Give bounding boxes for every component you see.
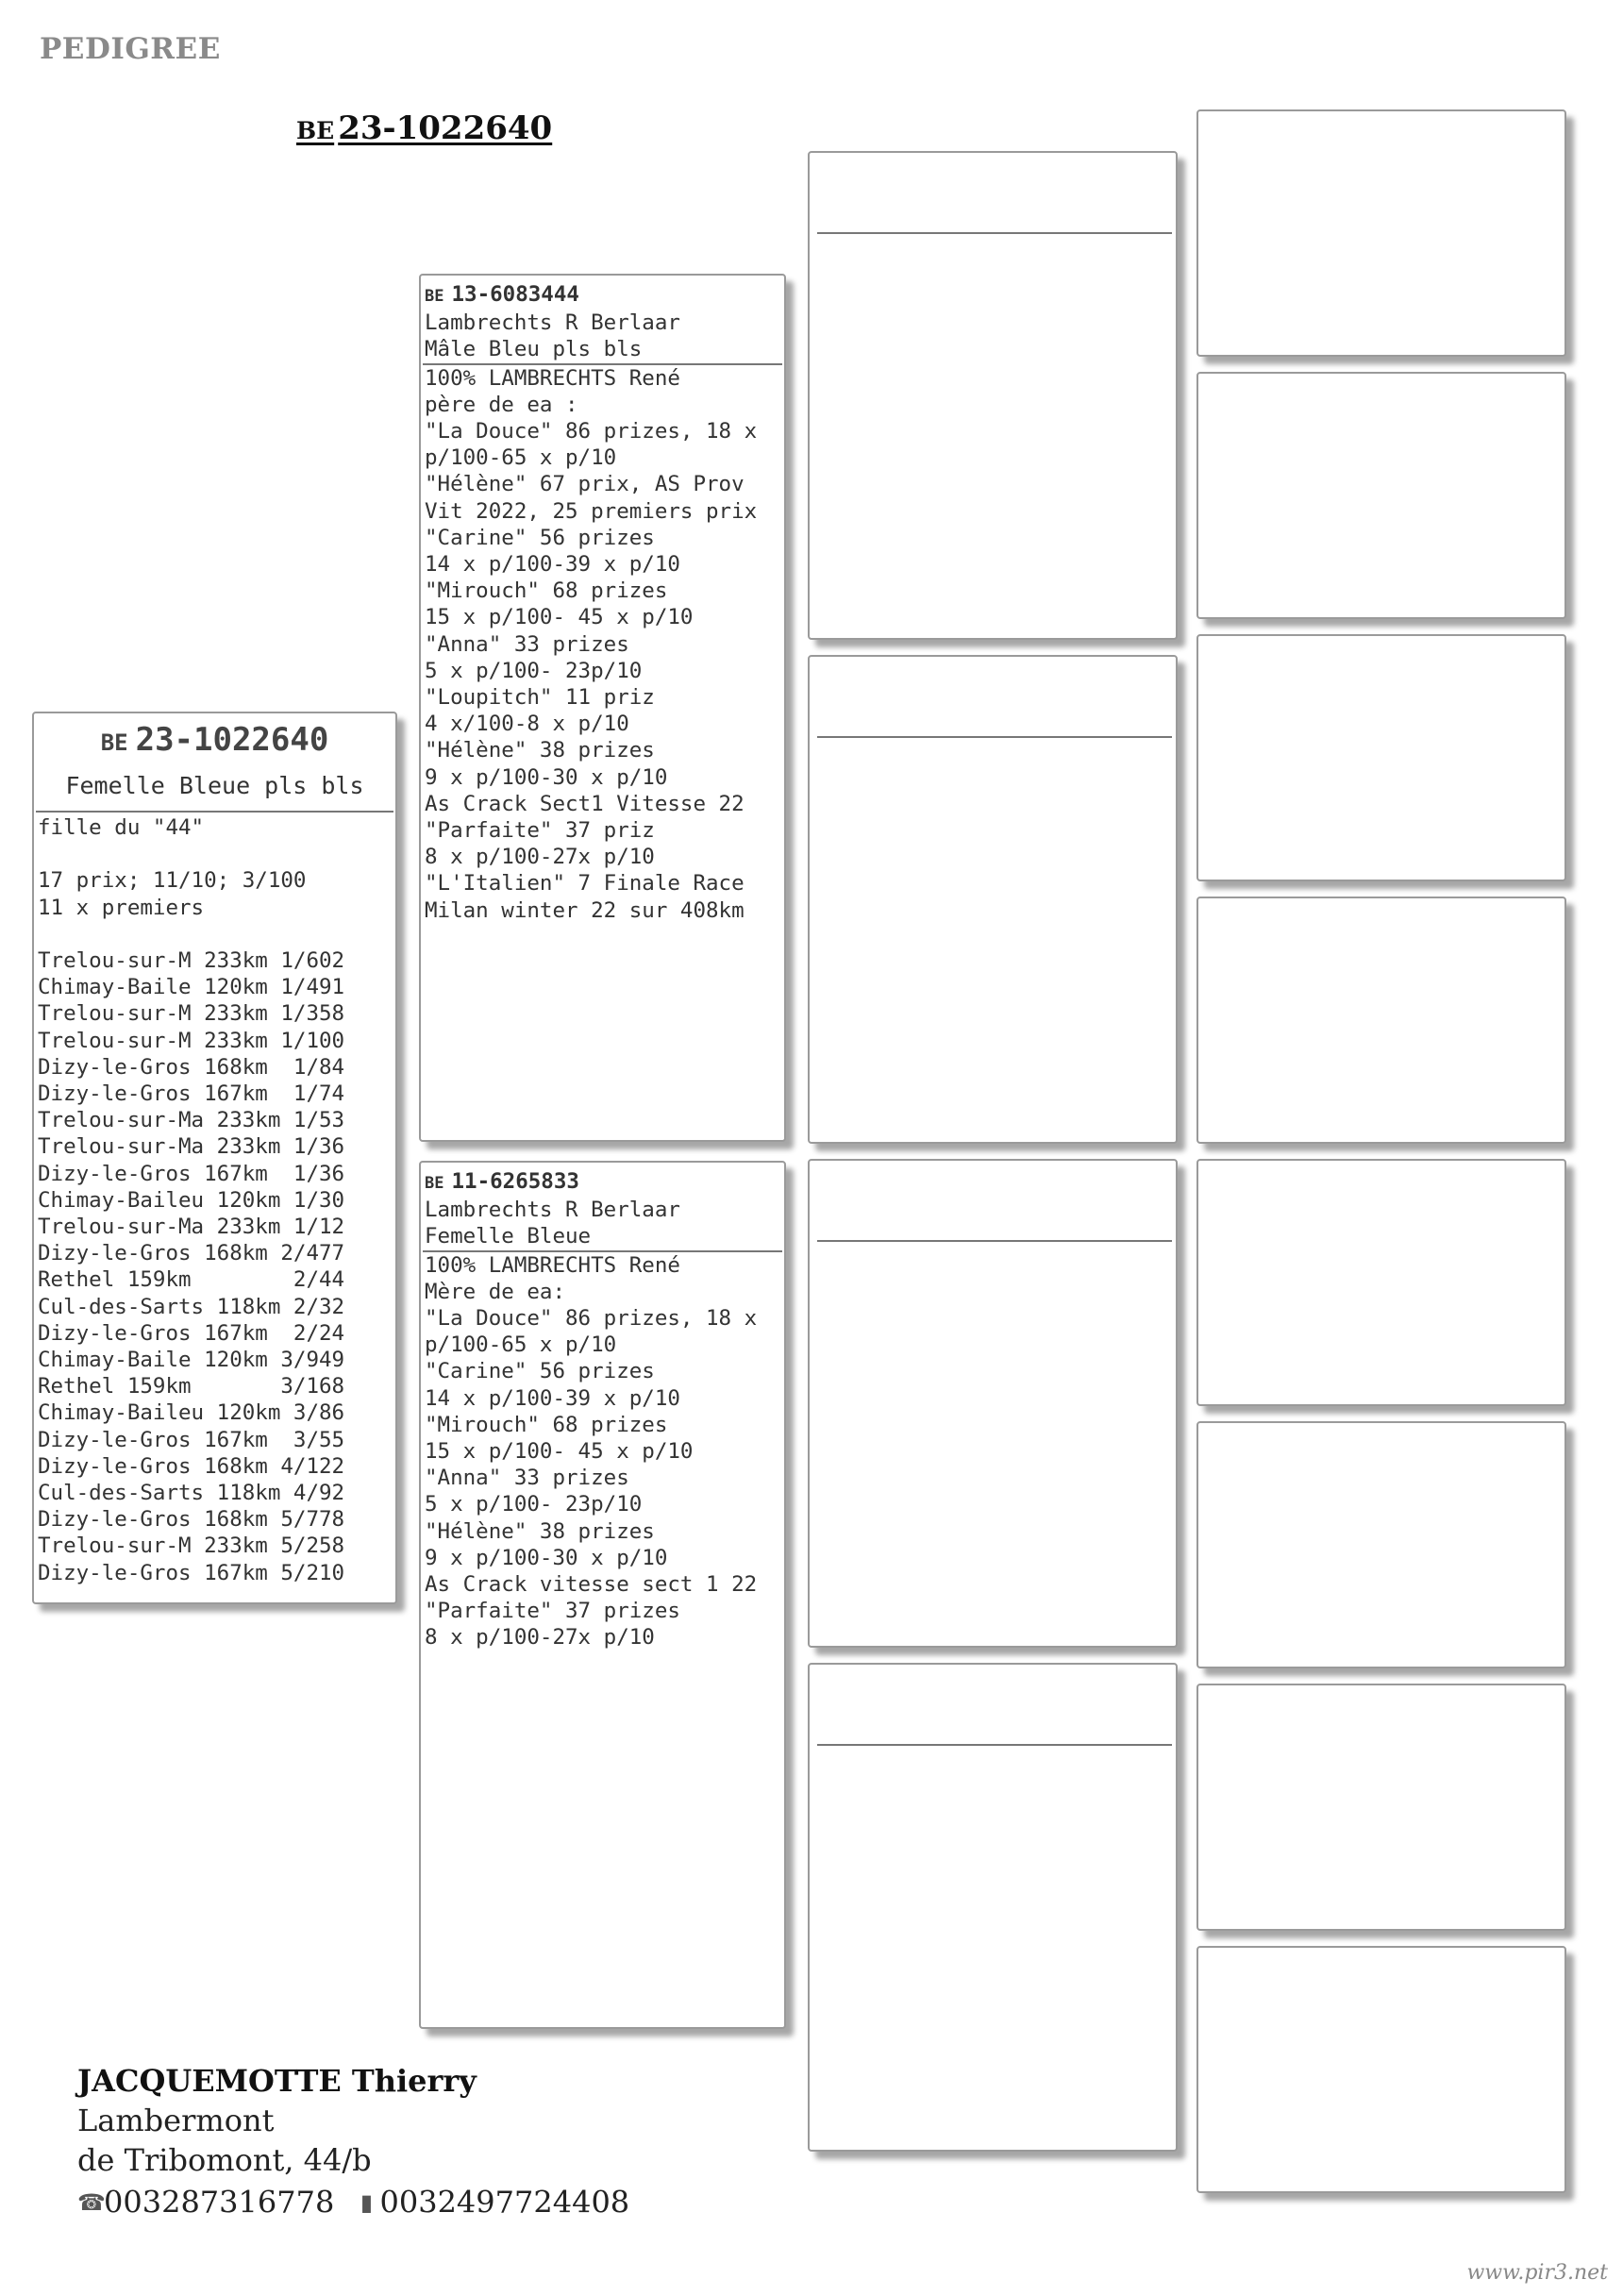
subject-line: Chimay-Baile 120km 1/491 xyxy=(38,975,345,1000)
sire-notes xyxy=(421,365,784,924)
dam-ring-number: 11-6265833 xyxy=(451,1169,579,1194)
sire-line: 5 x p/100- 23p/10 xyxy=(425,658,643,683)
sire-breeder: Lambrechts R Berlaar xyxy=(425,310,680,336)
subject-line xyxy=(38,841,395,867)
sire-line: 15 x p/100- 45 x p/10 xyxy=(425,605,694,630)
grandparent-card-2 xyxy=(808,655,1178,1144)
sire-sex-color: Mâle Bleu pls bls xyxy=(425,337,643,362)
page-heading: PEDIGREE xyxy=(40,32,221,66)
dam-line: p/100-65 x p/10 xyxy=(425,1332,617,1358)
dam-breeder: Lambrechts R Berlaar xyxy=(425,1198,680,1223)
sire-line: p/100-65 x p/10 xyxy=(425,445,617,471)
owner-phones xyxy=(77,2180,629,2222)
subject-line: Trelou-sur-Ma 233km 1/53 xyxy=(38,1108,345,1133)
sire-line: 14 x p/100-39 x p/10 xyxy=(425,552,680,578)
dam-sex-color: Femelle Bleue xyxy=(425,1224,592,1249)
dam-line: 5 x p/100- 23p/10 xyxy=(425,1492,643,1517)
great-grandparent-card-1 xyxy=(1196,109,1566,357)
dam-line: "Anna" 33 prizes xyxy=(425,1466,629,1491)
great-grandparent-card-3 xyxy=(1196,634,1566,881)
subject-line: Dizy-le-Gros 168km 1/84 xyxy=(38,1054,345,1080)
owner-mobile[interactable]: 0032497724408 xyxy=(379,2184,630,2221)
owner-block xyxy=(77,2061,629,2222)
telephone-icon: ☎ xyxy=(77,2188,106,2216)
sire-line: 4 x/100-8 x p/10 xyxy=(425,712,629,737)
subject-line: Rethel 159km 3/168 xyxy=(38,1374,345,1399)
dam-line: Mère de ea: xyxy=(425,1279,566,1304)
sire-line: "Loupitch" 11 priz xyxy=(425,685,655,711)
sire-ring-number: 13-6083444 xyxy=(451,282,579,307)
dam-line: 15 x p/100- 45 x p/10 xyxy=(425,1439,694,1465)
subject-line: 11 x premiers xyxy=(38,895,205,920)
sire-line: "Carine" 56 prizes xyxy=(425,525,655,550)
dam-notes xyxy=(421,1252,784,1651)
subject-line: Trelou-sur-Ma 233km 1/36 xyxy=(38,1134,345,1160)
dam-line: "La Douce" 86 prizes, 18 x xyxy=(425,1306,758,1332)
dam-line: 9 x p/100-30 x p/10 xyxy=(425,1545,668,1570)
subject-notes xyxy=(34,814,395,1586)
great-grandparent-card-8 xyxy=(1196,1946,1566,2193)
subject-line: Dizy-le-Gros 167km 2/24 xyxy=(38,1320,345,1346)
top-ring-country: BE xyxy=(296,117,335,144)
sire-card xyxy=(419,274,786,1142)
subject-line: Trelou-sur-M 233km 1/358 xyxy=(38,1001,345,1027)
owner-city: Lambermont xyxy=(77,2103,275,2138)
sire-line: "La Douce" 86 prizes, 18 x xyxy=(425,419,758,444)
grandparent-divider xyxy=(817,1240,1172,1242)
dam-line: "Carine" 56 prizes xyxy=(425,1359,655,1384)
dam-line: "Hélène" 38 prizes xyxy=(425,1518,655,1544)
subject-line: Trelou-sur-M 233km 1/100 xyxy=(38,1028,345,1053)
subject-line: Dizy-le-Gros 168km 4/122 xyxy=(38,1453,345,1479)
subject-ring xyxy=(34,721,395,759)
subject-country: BE xyxy=(100,729,128,756)
subject-divider xyxy=(36,811,393,813)
subject-line: Dizy-le-Gros 168km 2/477 xyxy=(38,1241,345,1266)
dam-card xyxy=(419,1161,786,2029)
grandparent-card-4 xyxy=(808,1663,1178,2152)
grandparent-divider xyxy=(817,1744,1172,1746)
dam-line: 14 x p/100-39 x p/10 xyxy=(425,1385,680,1411)
sire-line: Vit 2022, 25 premiers prix xyxy=(425,498,758,524)
sire-line: As Crack Sect1 Vitesse 22 xyxy=(425,791,745,816)
grandparent-divider xyxy=(817,736,1172,738)
sire-line: "Parfaite" 37 priz xyxy=(425,818,655,844)
sire-line: "Mirouch" 68 prizes xyxy=(425,578,668,604)
great-grandparent-card-2 xyxy=(1196,372,1566,619)
subject-card xyxy=(32,712,397,1604)
dam-line: "Parfaite" 37 prizes xyxy=(425,1599,680,1624)
dam-line: 100% LAMBRECHTS René xyxy=(425,1252,680,1278)
sire-line: "Hélène" 38 prizes xyxy=(425,738,655,763)
subject-line: Rethel 159km 2/44 xyxy=(38,1267,345,1293)
sire-line: 9 x p/100-30 x p/10 xyxy=(425,764,668,790)
top-ring-number xyxy=(296,109,552,147)
mobile-phone-icon: ▮ xyxy=(360,2188,374,2216)
subject-line: Cul-des-Sarts 118km 4/92 xyxy=(38,1481,345,1506)
subject-line: Dizy-le-Gros 167km 1/36 xyxy=(38,1161,345,1186)
sire-country: BE xyxy=(425,287,444,306)
subject-line: Dizy-le-Gros 167km 1/74 xyxy=(38,1081,345,1107)
dam-ring xyxy=(425,1168,784,1197)
sire-line: "Anna" 33 prizes xyxy=(425,631,629,657)
subject-line: 17 prix; 11/10; 3/100 xyxy=(38,868,307,894)
subject-line: Trelou-sur-M 233km 5/258 xyxy=(38,1533,345,1559)
subject-line: Dizy-le-Gros 167km 5/210 xyxy=(38,1560,345,1585)
great-grandparent-card-5 xyxy=(1196,1159,1566,1406)
site-watermark[interactable]: www.pir3.net xyxy=(1466,2261,1608,2285)
dam-line: "Mirouch" 68 prizes xyxy=(425,1412,668,1437)
subject-line: Trelou-sur-Ma 233km 1/12 xyxy=(38,1215,345,1240)
dam-line: 8 x p/100-27x p/10 xyxy=(425,1625,655,1651)
subject-line: Trelou-sur-M 233km 1/602 xyxy=(38,948,345,974)
sire-line: père de ea : xyxy=(425,392,578,417)
grandparent-card-3 xyxy=(808,1159,1178,1648)
top-ring-value: 23-1022640 xyxy=(338,109,553,147)
subject-line: Dizy-le-Gros 167km 3/55 xyxy=(38,1427,345,1452)
sire-line: 8 x p/100-27x p/10 xyxy=(425,845,655,870)
subject-line: Dizy-le-Gros 168km 5/778 xyxy=(38,1507,345,1533)
great-grandparent-card-6 xyxy=(1196,1421,1566,1668)
subject-line xyxy=(38,921,395,947)
sire-line: "Hélène" 67 prix, AS Prov xyxy=(425,472,745,497)
sire-line: Milan winter 22 sur 408km xyxy=(425,897,745,923)
great-grandparent-card-7 xyxy=(1196,1684,1566,1931)
owner-street: de Tribomont, 44/b xyxy=(77,2142,372,2178)
subject-line: Chimay-Baileu 120km 1/30 xyxy=(38,1187,345,1213)
great-grandparent-card-4 xyxy=(1196,897,1566,1144)
owner-phone[interactable]: 003287316778 xyxy=(104,2184,335,2221)
grandparent-card-1 xyxy=(808,151,1178,640)
subject-line: Chimay-Baileu 120km 3/86 xyxy=(38,1400,345,1426)
grandparent-divider xyxy=(817,232,1172,234)
subject-ring-number: 23-1022640 xyxy=(135,721,329,759)
sire-line: "L'Italien" 7 Finale Race xyxy=(425,871,745,897)
subject-line: Chimay-Baile 120km 3/949 xyxy=(38,1348,345,1373)
sire-line: 100% LAMBRECHTS René xyxy=(425,365,680,391)
dam-line: As Crack vitesse sect 1 22 xyxy=(425,1572,758,1598)
dam-country: BE xyxy=(425,1174,444,1193)
subject-sex-color: Femelle Bleue pls bls xyxy=(65,772,364,799)
subject-line: Cul-des-Sarts 118km 2/32 xyxy=(38,1294,345,1319)
sire-ring xyxy=(425,281,784,310)
subject-line: fille du "44" xyxy=(38,815,205,840)
owner-name: JACQUEMOTTE Thierry xyxy=(77,2063,477,2099)
